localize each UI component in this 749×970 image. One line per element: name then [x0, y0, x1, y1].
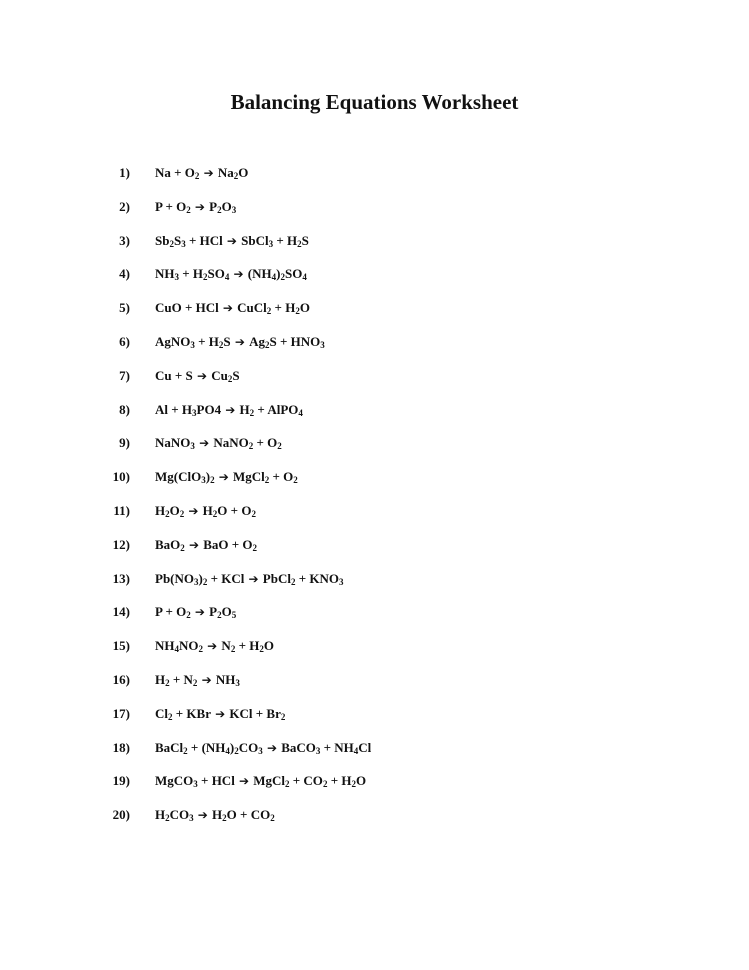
- reaction-arrow-icon: ➔: [214, 470, 233, 485]
- equation-products: BaCO$_3$ + $NH_4Cl$: [281, 739, 372, 756]
- equation-reactants: $H_2O_2$: [155, 502, 185, 519]
- equation-reactants: NaNO$_3$: [155, 435, 195, 452]
- equation-products: PbCl$_2$ + $KNO_3$: [262, 570, 344, 587]
- reaction-arrow-icon: ➔: [218, 301, 238, 316]
- equation-number: 19): [112, 773, 130, 789]
- equation-products: $(NH_4)_2SO_4$: [247, 266, 307, 283]
- equation-number: 2): [119, 198, 130, 214]
- equation-text: [155, 768, 366, 794]
- equation-row: [0, 532, 749, 566]
- equation-reactants: BaO$_2$: [155, 536, 185, 553]
- equation-number: 11): [113, 502, 130, 518]
- equation-number: 6): [119, 333, 130, 349]
- reaction-arrow-icon: ➔: [244, 571, 263, 586]
- equation-text: [155, 599, 236, 625]
- equation-row: [0, 295, 749, 329]
- equation-number: 16): [112, 671, 130, 687]
- reaction-arrow-icon: ➔: [203, 639, 222, 654]
- equation-number: 8): [119, 401, 130, 417]
- equation-row: [0, 160, 749, 194]
- reaction-arrow-icon: ➔: [194, 436, 214, 451]
- equation-reactants: $Pb(NO_3)_2$ + KCl: [155, 570, 245, 587]
- equation-row: [0, 430, 749, 464]
- equation-reactants: $Al + H_3PO4$: [155, 401, 222, 418]
- equation-text: [155, 633, 274, 659]
- equation-reactants: $Mg(ClO_3)_2$: [155, 469, 215, 486]
- equation-number: 1): [119, 165, 130, 180]
- reaction-arrow-icon: ➔: [190, 605, 210, 620]
- equation-row: [0, 768, 749, 802]
- equation-products: MgCl$_2$ + $O_2$: [232, 469, 298, 486]
- equation-row: [0, 194, 749, 228]
- equation-products: $NH_3$: [215, 671, 240, 688]
- equation-text: [155, 397, 303, 423]
- equation-products: $P_2O_5$: [209, 604, 237, 621]
- equation-number: 4): [119, 266, 130, 282]
- equation-reactants: $H_2 + N_2$: [155, 671, 198, 688]
- equation-number: 13): [112, 570, 130, 586]
- equation-row: [0, 667, 749, 701]
- equation-row: [0, 464, 749, 498]
- reaction-arrow-icon: ➔: [184, 503, 203, 518]
- reaction-arrow-icon: ➔: [221, 402, 240, 417]
- equation-number: 12): [112, 536, 130, 552]
- equation-number: 10): [112, 469, 130, 485]
- equation-number: 14): [112, 604, 130, 620]
- equation-text: [155, 430, 282, 456]
- equation-products: $Ag_2S + HNO_3$: [249, 333, 325, 350]
- equation-reactants: $NH_4NO_2$: [155, 638, 203, 655]
- equation-row: [0, 498, 749, 532]
- equation-text: [155, 667, 240, 693]
- reaction-arrow-icon: ➔: [190, 199, 210, 214]
- equation-products: $P_2O_3$: [209, 198, 237, 215]
- equation-products: $H_2O + CO_2$: [212, 807, 275, 824]
- equation-row: [0, 735, 749, 769]
- equation-text: [155, 802, 275, 828]
- equation-products: $N_2 + H_2O$: [221, 638, 274, 655]
- equation-row: [0, 633, 749, 667]
- equation-reactants: $H_2CO_3$: [155, 807, 194, 824]
- equation-row: [0, 363, 749, 397]
- equation-reactants: BaCl$_2$ + $(NH_4)_2CO_3$: [155, 739, 263, 756]
- reaction-arrow-icon: ➔: [199, 166, 218, 180]
- equation-products: BaO + $O_2$: [203, 536, 258, 553]
- equation-text: [155, 160, 248, 186]
- reaction-arrow-icon: ➔: [192, 368, 212, 383]
- reaction-arrow-icon: ➔: [193, 808, 213, 823]
- equation-number: 5): [119, 300, 130, 316]
- equation-row: [0, 599, 749, 633]
- equation-products: KCl + $Br_2$: [229, 705, 286, 722]
- equation-reactants: $P + O_2$: [155, 604, 191, 621]
- reaction-arrow-icon: ➔: [229, 267, 248, 282]
- equation-row: [0, 566, 749, 600]
- reaction-arrow-icon: ➔: [222, 233, 242, 248]
- equation-row: [0, 802, 749, 836]
- reaction-arrow-icon: ➔: [262, 740, 282, 755]
- equation-products: $H_2O + O_2$: [202, 502, 256, 519]
- equation-text: [155, 464, 298, 490]
- equation-reactants: AgNO$_3$ + $H_2S$: [155, 333, 231, 350]
- equation-products: MgCl$_2$ + $CO_2 + H_2O$: [253, 773, 367, 790]
- equation-text: [155, 566, 344, 592]
- equation-number: 3): [119, 232, 130, 248]
- equation-text: [155, 228, 309, 254]
- equation-text: [155, 295, 310, 321]
- equation-row: [0, 397, 749, 431]
- equation-products: NaNO$_2$ + $O_2$: [213, 435, 282, 452]
- page-title: Balancing Equations Worksheet: [230, 90, 519, 114]
- equation-row: [0, 329, 749, 363]
- reaction-arrow-icon: ➔: [184, 537, 204, 552]
- reaction-arrow-icon: ➔: [197, 672, 216, 687]
- reaction-arrow-icon: ➔: [234, 774, 254, 789]
- equation-products: $Cu_2S$: [211, 367, 240, 384]
- equation-number: 7): [119, 367, 130, 383]
- equation-products: CuCl$_2$ + $H_2O$: [237, 300, 310, 317]
- reaction-arrow-icon: ➔: [210, 706, 230, 721]
- equation-number: 18): [112, 739, 130, 755]
- equation-number: 20): [112, 807, 130, 823]
- equation-reactants: CuO + HCl: [155, 300, 219, 316]
- equation-row: [0, 261, 749, 295]
- equation-products: SbCl$_3$ + $H_2S$: [241, 232, 309, 249]
- equation-text: [155, 329, 325, 355]
- equation-number: 17): [112, 705, 130, 721]
- equation-list: [0, 160, 749, 836]
- equation-text: [155, 363, 240, 389]
- equation-reactants: Cu + S: [155, 367, 193, 383]
- equation-text: [155, 498, 256, 524]
- equation-row: [0, 701, 749, 735]
- equation-text: [155, 735, 371, 761]
- equation-text: [155, 701, 285, 727]
- equation-row: [0, 228, 749, 262]
- equation-text: [155, 194, 236, 220]
- equation-text: [155, 261, 307, 287]
- equation-reactants: $NH_3 + H_2SO_4$: [155, 266, 230, 283]
- equation-reactants: $P + O_2$: [155, 198, 191, 215]
- equation-number: 9): [119, 435, 130, 451]
- equation-reactants: MgCO$_3$ + HCl: [155, 773, 235, 790]
- equation-products: $Na_2O$: [217, 165, 249, 181]
- equation-products: $H_2$ + AlPO$_4$: [239, 401, 303, 418]
- equation-text: [155, 532, 257, 558]
- equation-number: 15): [112, 638, 130, 654]
- reaction-arrow-icon: ➔: [230, 334, 250, 349]
- equation-reactants: $Na + O_2$: [155, 165, 200, 181]
- equation-reactants: $Sb_2S_3$ + HCl: [155, 232, 223, 249]
- equation-reactants: $Cl_2$ + KBr: [155, 705, 211, 722]
